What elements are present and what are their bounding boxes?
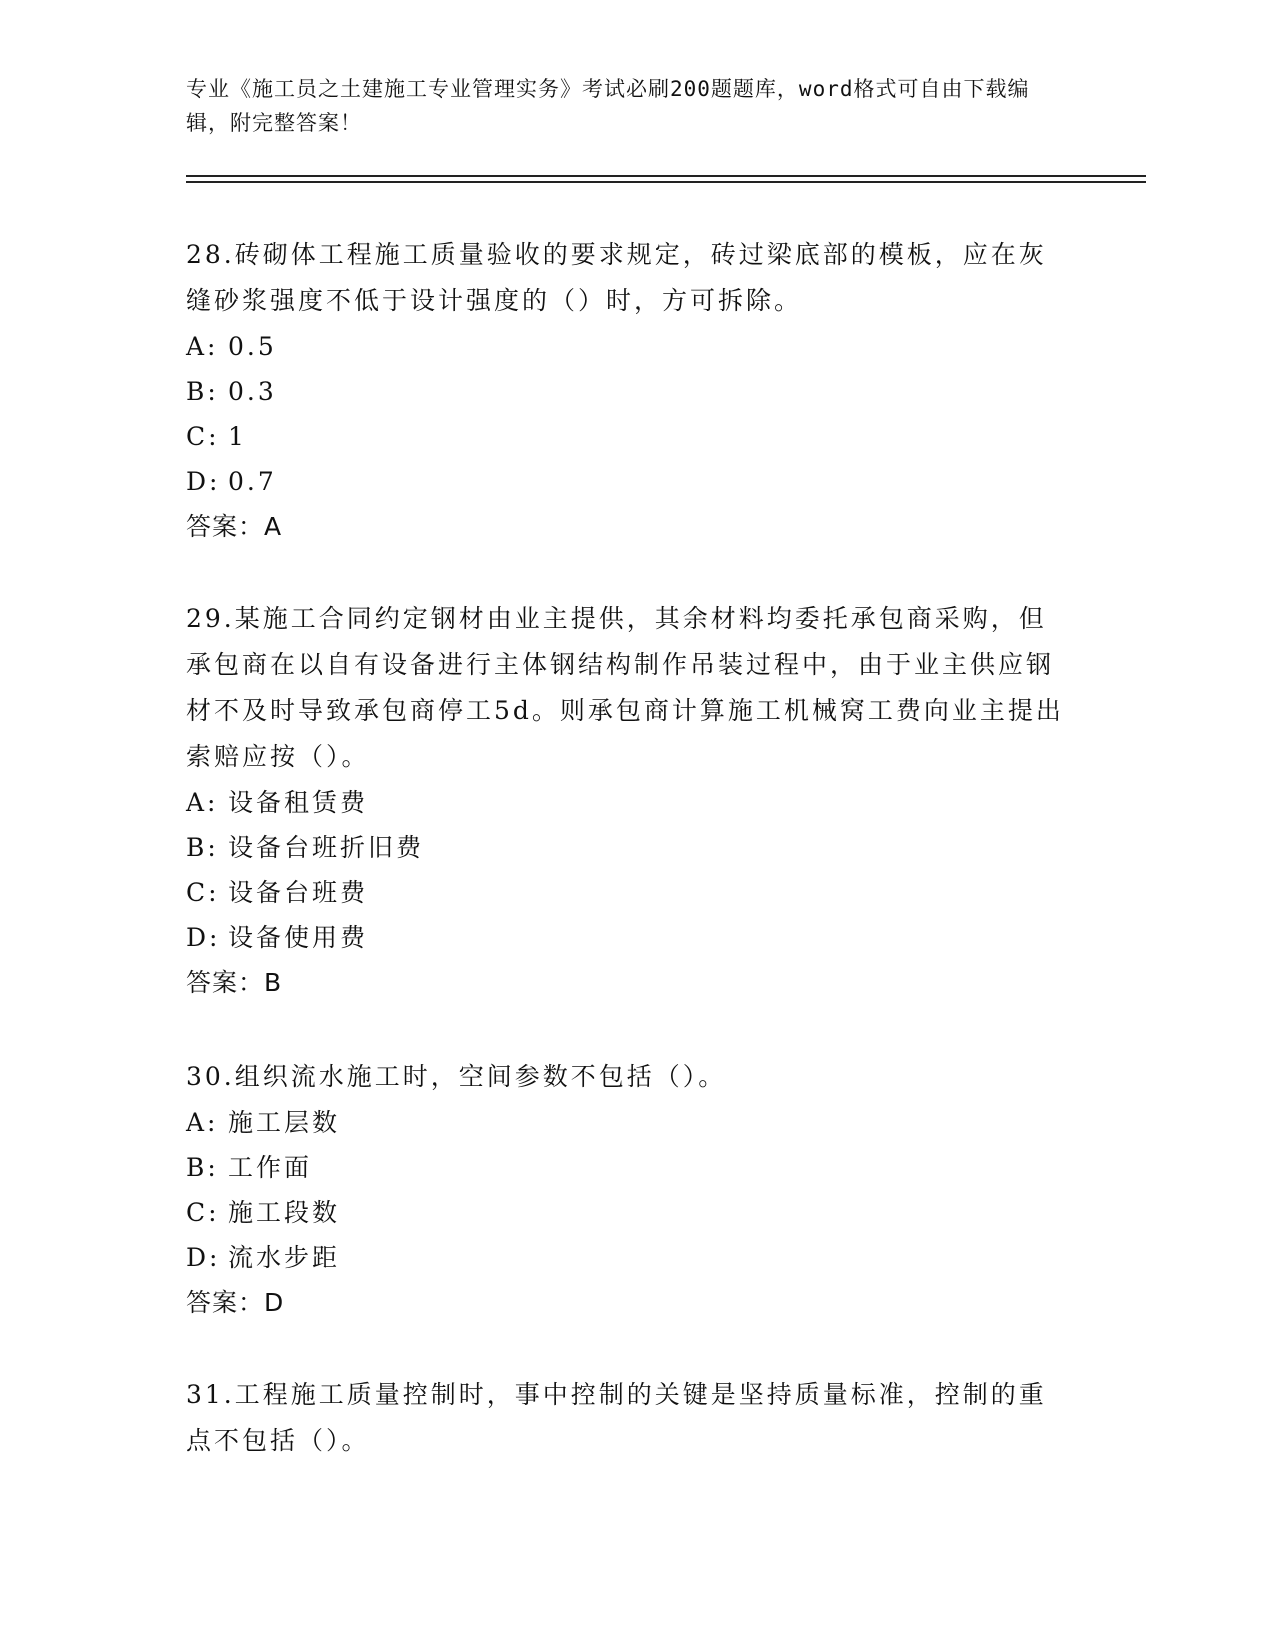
option-text: 施工层数 [228,1108,341,1137]
option-key: A: [186,788,219,817]
option-key: B: [186,377,219,406]
question-31 [186,1372,1066,1464]
option-text: 1 [228,422,247,451]
answer-line: 答案：B [186,968,283,997]
option-text: 0.5 [228,332,277,361]
option-d [186,915,1066,960]
option-b [186,825,1066,870]
answer-line: 答案：D [186,1288,285,1317]
option-d [186,459,1066,504]
option-key: D: [186,467,221,496]
question-stem: 30.组织流水施工时，空间参数不包括（）。 [186,1062,727,1091]
option-d [186,1235,1066,1280]
document-header: 专业《施工员之土建施工专业管理实务》考试必刷200题题库，word格式可自由下载编辑，附完整答案！ [186,77,1030,135]
option-key: D: [186,1243,221,1272]
option-key: C: [186,422,220,451]
question-28 [186,232,1066,550]
option-text: 0.7 [228,467,277,496]
option-text: 0.3 [228,377,277,406]
answer-line: 答案：A [186,512,283,541]
question-30 [186,1054,1066,1326]
option-text: 设备台班费 [228,878,369,907]
header-divider-bottom [186,181,1146,183]
option-b [186,369,1066,414]
option-c [186,414,1066,459]
option-a [186,324,1066,369]
option-a [186,1100,1066,1145]
option-text: 设备租赁费 [228,788,369,817]
option-key: D: [186,923,221,952]
option-c [186,1190,1066,1235]
option-b [186,1145,1066,1190]
question-stem: 31.工程施工质量控制时，事中控制的关键是坚持质量标准，控制的重点不包括（）。 [186,1380,1047,1455]
question-29 [186,596,1066,1006]
option-key: A: [186,1108,219,1137]
option-key: C: [186,1198,220,1227]
option-key: A: [186,332,219,361]
option-key: B: [186,1153,219,1182]
question-stem: 29.某施工合同约定钢材由业主提供，其余材料均委托承包商采购，但承包商在以自有设备进行主体钢结构制作吊装过程中，由于业主供应钢材不及时导致承包商停工5d。则承包商计算施工机械窝工费向业主提出索赔应按（）。 [186,604,1064,771]
option-text: 施工段数 [228,1198,341,1227]
option-c [186,870,1066,915]
option-key: C: [186,878,220,907]
option-a [186,780,1066,825]
option-key: B: [186,833,219,862]
option-text: 流水步距 [228,1243,341,1272]
question-stem: 28.砖砌体工程施工质量验收的要求规定，砖过梁底部的模板，应在灰缝砂浆强度不低于设计强度的（）时，方可拆除。 [186,240,1047,315]
option-text: 设备使用费 [228,923,369,952]
option-text: 工作面 [228,1153,313,1182]
header-divider-top [186,175,1146,177]
option-text: 设备台班折旧费 [228,833,425,862]
